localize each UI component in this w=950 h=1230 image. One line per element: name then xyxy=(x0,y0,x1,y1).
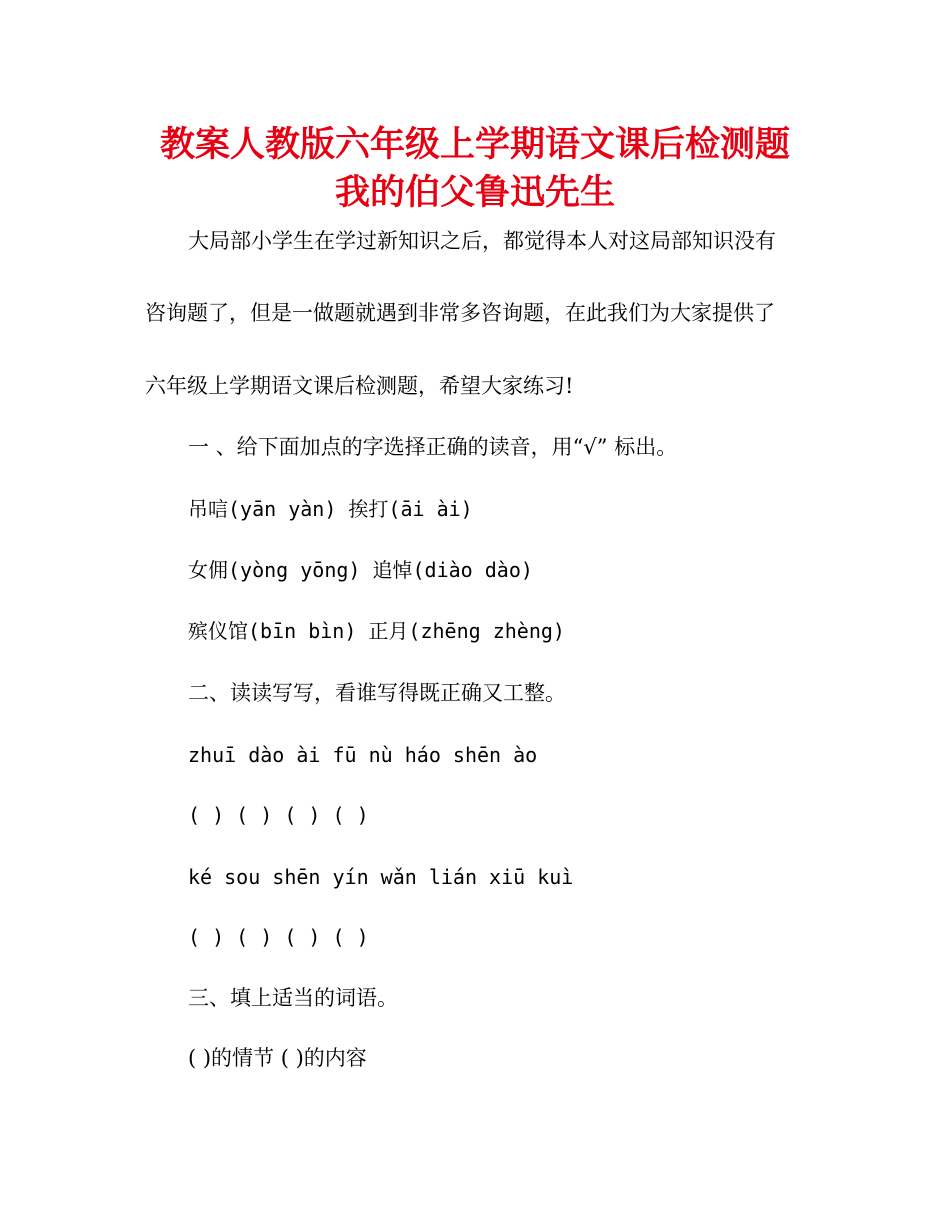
section-2-heading: 二、读读写写，看谁写得既正确又工整。 xyxy=(188,681,566,705)
document-title-line-1: 教案人教版六年级上学期语文课后检测题 xyxy=(159,125,790,165)
intro-paragraph-line-2: 咨询题了，但是一做题就遇到非常多咨询题，在此我们为大家提供了 xyxy=(145,301,775,325)
section-1-item: 吊唁(yān yàn) 挨打(āi ài) xyxy=(188,497,473,521)
section-2-pinyin-row-2: ké sou shēn yín wǎn lián xiū kuì xyxy=(188,865,574,889)
intro-paragraph-line-1: 大局部小学生在学过新知识之后，都觉得本人对这局部知识没有 xyxy=(188,229,776,253)
section-2-blanks-row-2: ( ) ( ) ( ) ( ) xyxy=(188,925,369,949)
document-title-line-2: 我的伯父鲁迅先生 xyxy=(334,173,615,213)
section-1-item: 殡仪馆(bīn bìn) 正月(zhēng zhèng) xyxy=(188,619,565,643)
section-3-line-1: ( )的情节 ( )的内容 xyxy=(188,1046,367,1070)
section-1-heading: 一 、给下面加点的字选择正确的读音，用“√” 标出。 xyxy=(188,435,678,459)
section-2-pinyin-row-1: zhuī dào ài fū nù háo shēn ào xyxy=(188,743,538,767)
section-3-heading: 三、填上适当的词语。 xyxy=(188,986,398,1010)
intro-paragraph-line-3: 六年级上学期语文课后检测题，希望大家练习! xyxy=(145,374,574,398)
section-2-blanks-row-1: ( ) ( ) ( ) ( ) xyxy=(188,803,369,827)
section-1-item: 女佣(yòng yōng) 追悼(diào dào) xyxy=(188,558,533,582)
